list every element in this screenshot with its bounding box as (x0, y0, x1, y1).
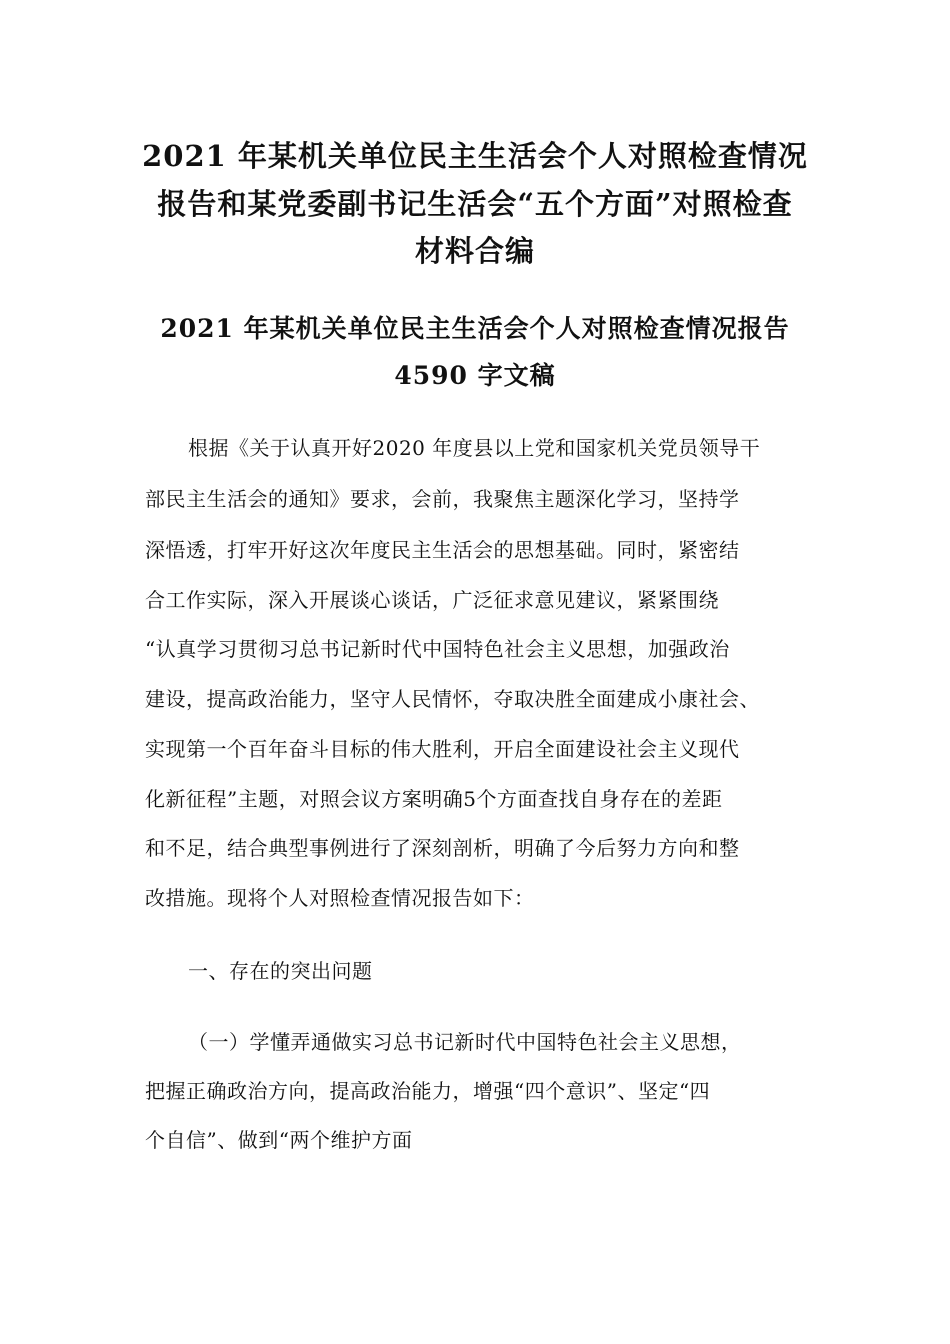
intro-paragraph-line-5: “认真学习贯彻习总书记新时代中国特色社会主义思想，加强政治 (145, 637, 730, 661)
document-title-line-2: 报告和某党委副书记生活会“五个方面”对照检查 (157, 187, 793, 221)
intro-paragraph-line-2: 部民主生活会的通知》要求，会前，我聚焦主题深化学习，坚持学 (145, 487, 740, 511)
intro-paragraph-line-4: 合工作实际，深入开展谈心谈话，广泛征求意见建议，紧紧围绕 (145, 588, 719, 612)
intro-paragraph-line-1: 根据《关于认真开好2020 年度县以上党和国家机关党员领导干 (188, 436, 761, 460)
intro-paragraph-line-9: 和不足，结合典型事例进行了深刻剖析，明确了今后努力方向和整 (145, 836, 740, 860)
subsection-line-2: 把握正确政治方向，提高政治能力，增强“四个意识”、坚定“四 (145, 1079, 711, 1103)
document-title-line-1: 2021 年某机关单位民主生活会个人对照检查情况 (142, 139, 808, 173)
intro-paragraph-line-3: 深悟透，打牢开好这次年度民主生活会的思想基础。同时，紧密结 (145, 538, 740, 562)
section-heading: 一、存在的突出问题 (188, 959, 373, 983)
intro-paragraph-line-10: 改措施。现将个人对照检查情况报告如下： (145, 886, 535, 910)
report-subtitle-line-2: 4590 字文稿 (394, 361, 556, 390)
intro-paragraph-line-8: 化新征程”主题，对照会议方案明确5个方面查找自身存在的差距 (145, 787, 723, 811)
document-title-line-3: 材料合编 (414, 234, 535, 268)
subsection-line-3: 个自信”、做到“两个维护方面 (145, 1128, 413, 1152)
report-subtitle-line-1: 2021 年某机关单位民主生活会个人对照检查情况报告 (160, 314, 790, 343)
intro-paragraph-line-7: 实现第一个百年奋斗目标的伟大胜利，开启全面建设社会主义现代 (145, 737, 740, 761)
subsection-line-1: （一）学懂弄通做实习总书记新时代中国特色社会主义思想， (188, 1030, 742, 1054)
intro-paragraph-line-6: 建设，提高政治能力，坚守人民情怀，夺取决胜全面建成小康社会、 (145, 687, 760, 711)
